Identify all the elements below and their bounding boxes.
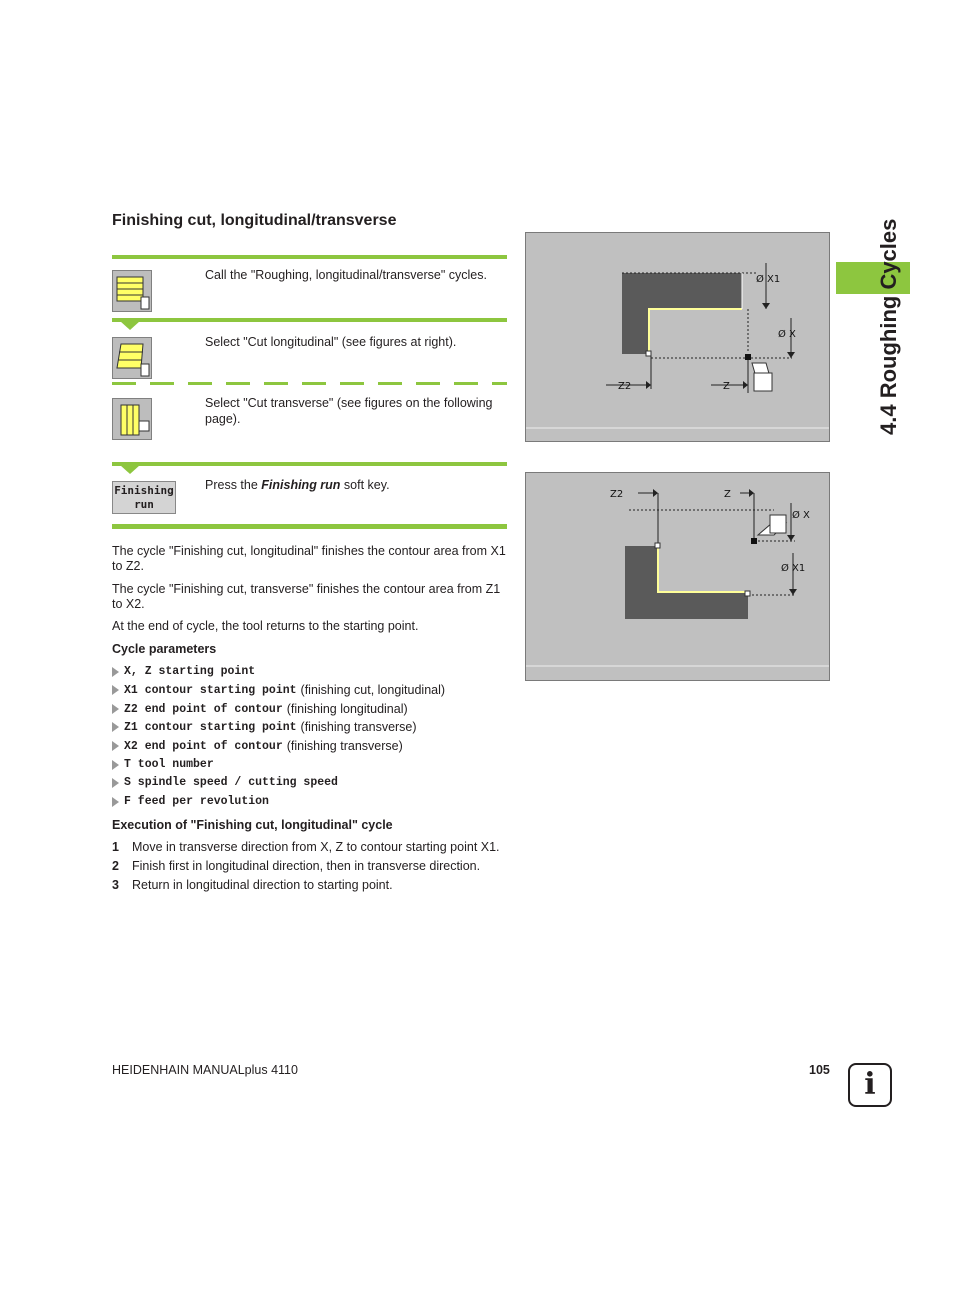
page-number: 105 [809,1063,830,1077]
divider-top [112,255,507,259]
bullet-arrow-icon [112,778,119,788]
bullet-arrow-icon [112,722,119,732]
step-2-text: Select "Cut longitudinal" (see figures at right). [205,335,457,349]
fig2-x-dia: Ø [792,510,800,521]
step-1-text: Call the "Roughing, longitudinal/transverse" cycles. [205,268,487,282]
bullet-arrow-icon [112,685,119,695]
parameter-code: Z1 contour starting point [124,720,297,734]
bullet-arrow-icon [112,797,119,807]
footer-manual-name: HEIDENHAIN MANUALplus 4110 [112,1063,298,1077]
figure-longitudinal [525,232,830,442]
parameter-item [112,776,342,789]
parameter-code: Z2 end point of contour [124,702,283,716]
bullet-arrow-icon [112,667,119,677]
parameter-item [112,758,218,771]
bullet-arrow-icon [112,741,119,751]
softkey-line-1: Finishing [114,484,174,497]
step-4-suffix: soft key. [340,478,390,492]
finishing-run-softkey[interactable] [112,481,176,514]
parameter-item [112,702,408,716]
fig2-x-label: X [803,510,810,521]
divider-bottom [112,524,507,529]
paragraph-longitudinal: The cycle "Finishing cut, longitudinal" finishes the contour area from X1 to Z2. [112,544,506,573]
paragraph-return: At the end of cycle, the tool returns to the starting point. [112,619,419,633]
fig1-x1-dia: Ø [756,274,764,285]
fig1-x-dia: Ø [778,329,786,340]
paragraph-transverse: The cycle "Finishing cut, transverse" finishes the contour area from Z1 to X2. [112,582,501,611]
fig1-x-label: X [789,329,796,340]
parameter-code: T tool number [124,758,214,771]
parameter-item [112,795,273,808]
softkey-line-2: run [134,498,154,511]
step-4-softkey-name: Finishing run [261,478,341,492]
execution-step-text: Move in transverse direction from X, Z to contour starting point X1. [132,840,500,854]
parameter-code: X2 end point of contour [124,739,283,753]
info-glyph: i [864,1067,876,1102]
info-icon [848,1063,892,1107]
fig2-x1-dia: Ø [781,563,789,574]
step-4-text [205,477,507,493]
fig2-z-label: Z [724,489,731,500]
parameter-item [112,683,445,697]
parameter-description: (finishing longitudinal) [286,702,408,716]
cycle-parameters-heading: Cycle parameters [112,642,217,656]
fig1-z-label: Z [723,381,730,392]
figure-longitudinal-drawing [526,233,829,441]
execution-step-number: 1 [112,840,119,854]
chapter-tab-label: 4.4 Roughing Cycles [876,218,901,435]
parameter-item [112,739,403,753]
fig1-z2-label: Z2 [618,381,632,392]
divider-step-4 [112,462,507,466]
section-title: Finishing cut, longitudinal/transverse [112,212,397,229]
fig2-x1-label: X1 [792,563,806,574]
execution-step-text: Finish first in longitudinal direction, then in transverse direction. [132,859,481,873]
parameter-code: S spindle speed / cutting speed [124,776,338,789]
execution-heading: Execution of "Finishing cut, longitudinal" cycle [112,818,393,832]
step-arrow-icon [120,465,140,474]
step-4-prefix: Press the [205,478,262,492]
cut-transverse-icon[interactable] [112,398,152,440]
parameter-description: (finishing transverse) [286,739,403,753]
parameter-code: X1 contour starting point [124,683,297,697]
roughing-cycles-icon[interactable] [112,270,152,312]
bullet-arrow-icon [112,760,119,770]
divider-step-2 [112,318,507,322]
figure-transverse [525,472,830,681]
parameter-item [112,665,259,678]
divider-alternative [112,382,507,385]
fig2-z2-label: Z2 [610,489,624,500]
parameter-code: X, Z starting point [124,665,256,678]
parameter-description: (finishing transverse) [300,720,417,734]
execution-step [112,878,393,892]
execution-step [112,840,500,854]
execution-step-text: Return in longitudinal direction to starting point. [132,878,393,892]
step-3-text: Select "Cut transverse" (see figures on the following page). [205,396,493,426]
execution-step-number: 2 [112,859,119,873]
parameter-item [112,720,417,734]
parameter-description: (finishing cut, longitudinal) [300,683,446,697]
execution-step [112,859,480,873]
cut-longitudinal-icon[interactable] [112,337,152,379]
figure-transverse-drawing [526,473,829,680]
step-arrow-icon [120,321,140,330]
bullet-arrow-icon [112,704,119,714]
execution-step-number: 3 [112,878,119,892]
parameter-code: F feed per revolution [124,795,269,808]
fig1-x1-label: X1 [767,274,781,285]
